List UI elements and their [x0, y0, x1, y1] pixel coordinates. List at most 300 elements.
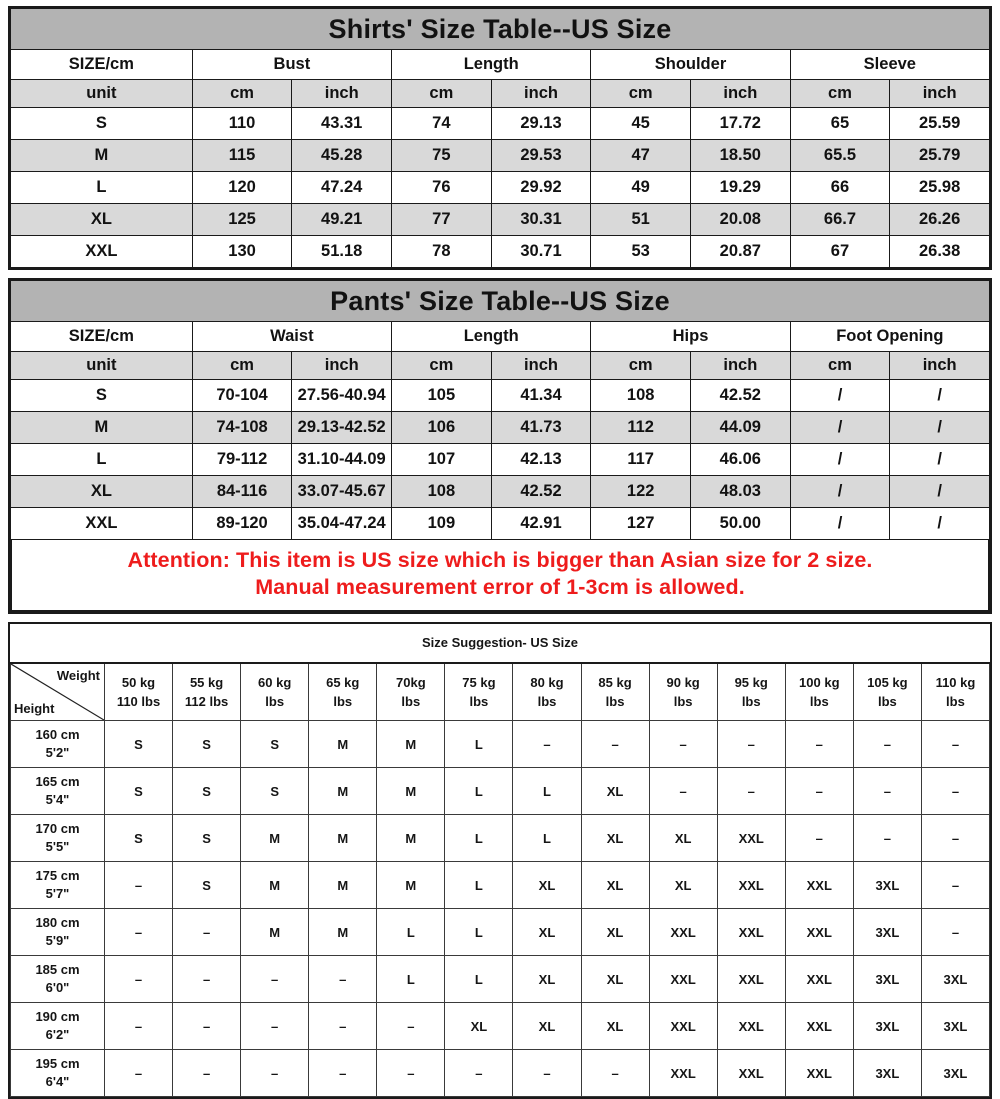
table-row [11, 236, 990, 268]
cell: 49 [591, 172, 691, 204]
weight-lbs: lbs [809, 694, 829, 709]
shirts-unit-sleeve-cm: cm [790, 80, 890, 108]
cell: 45.28 [292, 140, 392, 172]
cell: 17.72 [691, 108, 791, 140]
cell: 108 [591, 380, 691, 412]
cell: 18.50 [691, 140, 791, 172]
suggestion-cell: S [104, 721, 172, 768]
height-cm: 185 cm [35, 962, 80, 977]
cell: 115 [192, 140, 292, 172]
cell: 29.92 [491, 172, 591, 204]
cell: 42.91 [491, 508, 591, 540]
pants-header-hips: Hips [591, 322, 790, 352]
shirts-unit-bust-cm: cm [192, 80, 292, 108]
suggestion-cell: XL [513, 956, 581, 1003]
height-row-header [11, 1003, 105, 1050]
suggestion-cell: XXL [717, 862, 785, 909]
pants-header-size: SIZE/cm [11, 322, 193, 352]
cell: L [11, 172, 193, 204]
suggestion-cell: XXL [785, 1003, 853, 1050]
weight-kg: 90 kg [666, 675, 700, 690]
pants-unit-length-inch: inch [491, 352, 591, 380]
pants-unit-hips-inch: inch [691, 352, 791, 380]
suggestion-cell: – [581, 1050, 649, 1097]
cell: 117 [591, 444, 691, 476]
suggestion-cell: – [377, 1050, 445, 1097]
suggestion-cell: XXL [785, 956, 853, 1003]
cell: 76 [392, 172, 492, 204]
suggestion-cell: M [241, 909, 309, 956]
suggestion-cell: XL [581, 909, 649, 956]
cell: / [790, 412, 890, 444]
shirts-unit-label: unit [11, 80, 193, 108]
cell: 53 [591, 236, 691, 268]
cell: S [11, 380, 193, 412]
weight-lbs: lbs [877, 694, 897, 709]
suggestion-cell: XL [581, 815, 649, 862]
cell: 42.13 [491, 444, 591, 476]
table-row [11, 508, 990, 540]
suggestion-cell: XXL [649, 1050, 717, 1097]
suggestion-cell: – [445, 1050, 513, 1097]
weight-kg: 95 kg [734, 675, 768, 690]
shirts-title-row [11, 9, 990, 50]
cell: 127 [591, 508, 691, 540]
suggestion-cell: – [377, 1003, 445, 1050]
pants-unit-waist-inch: inch [292, 352, 392, 380]
weight-column-header [853, 663, 921, 721]
cell: XL [11, 476, 193, 508]
cell: 31.10-44.09 [292, 444, 392, 476]
shirts-unit-sleeve-inch: inch [890, 80, 990, 108]
cell: 25.79 [890, 140, 990, 172]
cell: M [11, 412, 193, 444]
suggestion-cell: – [104, 1050, 172, 1097]
suggestion-cell: M [377, 721, 445, 768]
cell: S [11, 108, 193, 140]
cell: 109 [392, 508, 492, 540]
height-ft: 6'0" [45, 980, 70, 995]
suggestion-cell: S [173, 862, 241, 909]
shirts-unit-length-inch: inch [491, 80, 591, 108]
height-row-header [11, 721, 105, 768]
suggestion-cell: XXL [717, 909, 785, 956]
corner-height-label: Height [14, 701, 55, 716]
suggestion-cell: M [309, 909, 377, 956]
weight-kg: 75 kg [462, 675, 496, 690]
height-row-header [11, 768, 105, 815]
shirts-unit-length-cm: cm [392, 80, 492, 108]
pants-unit-hips-cm: cm [591, 352, 691, 380]
suggestion-cell: XXL [785, 862, 853, 909]
suggestion-cell: – [173, 909, 241, 956]
suggestion-cell: L [513, 768, 581, 815]
suggestion-cell: XL [649, 815, 717, 862]
suggestion-cell: – [173, 956, 241, 1003]
suggestion-cell: XXL [717, 1003, 785, 1050]
suggestion-cell: – [853, 721, 921, 768]
height-ft: 6'2" [45, 1027, 70, 1042]
shirts-title: Shirts' Size Table--US Size [11, 9, 990, 50]
suggestion-cell: – [513, 1050, 581, 1097]
cell: 43.31 [292, 108, 392, 140]
weight-lbs: lbs [673, 694, 693, 709]
size-suggestion-table [8, 622, 992, 1099]
weight-kg: 65 kg [326, 675, 360, 690]
weight-column-header [445, 663, 513, 721]
cell: 44.09 [691, 412, 791, 444]
weight-lbs: 112 lbs [184, 694, 229, 709]
suggestion-cell: XL [513, 909, 581, 956]
cell: 25.98 [890, 172, 990, 204]
weight-column-header [581, 663, 649, 721]
cell: 29.13 [491, 108, 591, 140]
suggestion-cell: – [921, 862, 989, 909]
suggestion-cell: XL [445, 1003, 513, 1050]
cell: 108 [392, 476, 492, 508]
weight-lbs: 110 lbs [116, 694, 161, 709]
cell: 35.04-47.24 [292, 508, 392, 540]
suggestion-cell: 3XL [921, 1003, 989, 1050]
cell: 130 [192, 236, 292, 268]
suggestion-cell: L [445, 909, 513, 956]
suggestion-cell: – [785, 815, 853, 862]
shirts-size-table [8, 6, 992, 270]
weight-lbs: lbs [333, 694, 353, 709]
height-row-header [11, 1050, 105, 1097]
cell: L [11, 444, 193, 476]
suggestion-cell: – [649, 721, 717, 768]
cell: 19.29 [691, 172, 791, 204]
height-row-header [11, 862, 105, 909]
suggestion-cell: – [921, 721, 989, 768]
cell: / [790, 444, 890, 476]
suggestion-cell: – [104, 909, 172, 956]
pants-group-header-row [11, 322, 990, 352]
suggestion-cell: 3XL [921, 1050, 989, 1097]
suggestion-cell: S [173, 721, 241, 768]
cell: / [890, 380, 990, 412]
shirts-header-shoulder: Shoulder [591, 50, 790, 80]
suggestion-cell: L [377, 909, 445, 956]
shirts-header-bust: Bust [192, 50, 391, 80]
suggestion-row [11, 815, 990, 862]
attention-line-1: Attention: This item is US size which is bigger than Asian size for 2 size. [127, 548, 873, 572]
shirts-header-sleeve: Sleeve [790, 50, 989, 80]
weight-column-header [309, 663, 377, 721]
cell: 30.71 [491, 236, 591, 268]
cell: 26.38 [890, 236, 990, 268]
cell: / [890, 476, 990, 508]
weight-lbs: lbs [265, 694, 285, 709]
cell: / [890, 412, 990, 444]
cell: 66 [790, 172, 890, 204]
suggestion-cell: – [853, 815, 921, 862]
suggestion-cell: – [649, 768, 717, 815]
weight-lbs: lbs [401, 694, 421, 709]
cell: 65.5 [790, 140, 890, 172]
pants-unit-foot-inch: inch [890, 352, 990, 380]
cell: 42.52 [691, 380, 791, 412]
suggestion-cell: XL [513, 1003, 581, 1050]
height-ft: 5'7" [45, 886, 70, 901]
weight-column-header [717, 663, 785, 721]
shirts-unit-row [11, 80, 990, 108]
pants-header-length: Length [392, 322, 591, 352]
suggestion-cell: XXL [649, 909, 717, 956]
height-cm: 170 cm [35, 821, 80, 836]
pants-table [10, 280, 990, 540]
table-row [11, 140, 990, 172]
suggestion-cell: M [309, 721, 377, 768]
table-row [11, 380, 990, 412]
suggestion-header-row [11, 663, 990, 721]
weight-lbs: lbs [469, 694, 489, 709]
cell: XXL [11, 236, 193, 268]
suggestion-row [11, 862, 990, 909]
suggestion-cell: 3XL [853, 1050, 921, 1097]
suggestion-cell: XXL [785, 909, 853, 956]
cell: 42.52 [491, 476, 591, 508]
suggestion-title: Size Suggestion- US Size [11, 624, 990, 663]
cell: 27.56-40.94 [292, 380, 392, 412]
suggestion-cell: 3XL [921, 956, 989, 1003]
suggestion-cell: XXL [717, 815, 785, 862]
suggestion-cell: M [241, 815, 309, 862]
height-row-header [11, 956, 105, 1003]
suggestion-cell: 3XL [853, 862, 921, 909]
suggestion-row [11, 1003, 990, 1050]
cell: / [790, 508, 890, 540]
cell: 41.34 [491, 380, 591, 412]
cell: 51 [591, 204, 691, 236]
height-cm: 160 cm [35, 727, 80, 742]
table-row [11, 444, 990, 476]
height-row-header [11, 909, 105, 956]
suggestion-cell: XXL [649, 1003, 717, 1050]
cell: 49.21 [292, 204, 392, 236]
cell: 74 [392, 108, 492, 140]
suggestion-cell: XL [581, 956, 649, 1003]
cell: 78 [392, 236, 492, 268]
cell: 125 [192, 204, 292, 236]
suggestion-cell: 3XL [853, 1003, 921, 1050]
cell: / [790, 380, 890, 412]
suggestion-cell: – [853, 768, 921, 815]
cell: 120 [192, 172, 292, 204]
table-row [11, 476, 990, 508]
cell: 46.06 [691, 444, 791, 476]
suggestion-cell: L [445, 721, 513, 768]
pants-header-waist: Waist [192, 322, 391, 352]
height-cm: 195 cm [35, 1056, 80, 1071]
height-cm: 175 cm [35, 868, 80, 883]
cell: 48.03 [691, 476, 791, 508]
pants-header-foot-opening: Foot Opening [790, 322, 989, 352]
suggestion-cell: XL [513, 862, 581, 909]
suggestion-cell: – [309, 1050, 377, 1097]
cell: 50.00 [691, 508, 791, 540]
cell: 29.53 [491, 140, 591, 172]
weight-kg: 50 kg [121, 675, 156, 690]
cell: / [790, 476, 890, 508]
suggestion-cell: XXL [649, 956, 717, 1003]
suggestion-title-row [11, 624, 990, 663]
table-row [11, 204, 990, 236]
shirts-header-length: Length [392, 50, 591, 80]
suggestion-cell: XL [649, 862, 717, 909]
height-ft: 5'2" [45, 745, 70, 760]
suggestion-cell: – [785, 721, 853, 768]
cell: 122 [591, 476, 691, 508]
weight-column-header [173, 663, 241, 721]
pants-size-table [8, 278, 992, 614]
weight-lbs: lbs [537, 694, 557, 709]
height-cm: 165 cm [35, 774, 80, 789]
corner-weight-label: Weight [56, 668, 100, 683]
weight-kg: 100 kg [799, 675, 840, 690]
height-ft: 5'9" [45, 933, 70, 948]
suggestion-cell: L [513, 815, 581, 862]
suggestion-cell: L [445, 768, 513, 815]
suggestion-cell: M [377, 862, 445, 909]
weight-column-header [241, 663, 309, 721]
cell: 67 [790, 236, 890, 268]
cell: 89-120 [192, 508, 292, 540]
cell: 45 [591, 108, 691, 140]
attention-note [10, 540, 990, 612]
pants-unit-foot-cm: cm [790, 352, 890, 380]
suggestion-cell: – [717, 768, 785, 815]
weight-column-header [649, 663, 717, 721]
weight-kg: 60 kg [258, 675, 292, 690]
cell: / [890, 508, 990, 540]
suggestion-cell: L [377, 956, 445, 1003]
suggestion-cell: M [241, 862, 309, 909]
suggestion-cell: – [173, 1050, 241, 1097]
cell: 25.59 [890, 108, 990, 140]
weight-column-header [377, 663, 445, 721]
table-row [11, 412, 990, 444]
pants-unit-length-cm: cm [392, 352, 492, 380]
suggestion-row [11, 721, 990, 768]
pants-title: Pants' Size Table--US Size [11, 281, 990, 322]
suggestion-row [11, 768, 990, 815]
shirts-unit-shoulder-inch: inch [691, 80, 791, 108]
cell: 41.73 [491, 412, 591, 444]
suggestion-cell: – [104, 862, 172, 909]
cell: 107 [392, 444, 492, 476]
suggestion-cell: L [445, 862, 513, 909]
cell: 30.31 [491, 204, 591, 236]
shirts-group-header-row [11, 50, 990, 80]
cell: 20.08 [691, 204, 791, 236]
height-ft: 5'5" [45, 839, 70, 854]
cell: 79-112 [192, 444, 292, 476]
table-row [11, 172, 990, 204]
suggestion-cell: – [717, 721, 785, 768]
weight-kg: 85 kg [598, 675, 632, 690]
suggestion-cell: – [513, 721, 581, 768]
pants-unit-row [11, 352, 990, 380]
shirts-unit-shoulder-cm: cm [591, 80, 691, 108]
suggestion-grid [10, 624, 990, 1097]
weight-height-corner-cell [11, 663, 105, 721]
suggestion-cell: L [445, 956, 513, 1003]
suggestion-cell: – [104, 1003, 172, 1050]
suggestion-cell: – [921, 815, 989, 862]
height-cm: 190 cm [35, 1009, 80, 1024]
weight-kg: 55 kg [189, 675, 224, 690]
suggestion-cell: – [581, 721, 649, 768]
cell: 74-108 [192, 412, 292, 444]
cell: 47 [591, 140, 691, 172]
suggestion-cell: – [785, 768, 853, 815]
cell: 51.18 [292, 236, 392, 268]
cell: 65 [790, 108, 890, 140]
attention-line-2: Manual measurement error of 1-3cm is allowed. [255, 575, 745, 599]
cell: 47.24 [292, 172, 392, 204]
shirts-table [10, 8, 990, 268]
suggestion-cell: XXL [717, 956, 785, 1003]
cell: 112 [591, 412, 691, 444]
suggestion-cell: M [377, 815, 445, 862]
weight-column-header [513, 663, 581, 721]
suggestion-cell: – [921, 909, 989, 956]
suggestion-cell: – [309, 956, 377, 1003]
pants-unit-label: unit [11, 352, 193, 380]
suggestion-cell: M [309, 768, 377, 815]
cell: 33.07-45.67 [292, 476, 392, 508]
cell: 84-116 [192, 476, 292, 508]
suggestion-row [11, 956, 990, 1003]
suggestion-cell: 3XL [853, 956, 921, 1003]
suggestion-cell: M [309, 815, 377, 862]
cell: 20.87 [691, 236, 791, 268]
weight-lbs: lbs [605, 694, 625, 709]
table-row [11, 108, 990, 140]
suggestion-cell: S [173, 815, 241, 862]
suggestion-cell: – [173, 1003, 241, 1050]
cell: 26.26 [890, 204, 990, 236]
weight-column-header [785, 663, 853, 721]
pants-unit-waist-cm: cm [192, 352, 292, 380]
height-ft: 6'4" [45, 1074, 70, 1089]
cell: 105 [392, 380, 492, 412]
height-row-header [11, 815, 105, 862]
cell: 66.7 [790, 204, 890, 236]
cell: 77 [392, 204, 492, 236]
cell: 106 [392, 412, 492, 444]
weight-kg: 110 kg [935, 675, 976, 690]
weight-lbs: lbs [946, 694, 965, 709]
shirts-header-size: SIZE/cm [11, 50, 193, 80]
suggestion-cell: XL [581, 768, 649, 815]
weight-column-header [921, 663, 989, 721]
suggestion-cell: S [104, 768, 172, 815]
suggestion-cell: XL [581, 862, 649, 909]
suggestion-cell: XXL [785, 1050, 853, 1097]
weight-lbs: lbs [741, 694, 761, 709]
suggestion-cell: S [104, 815, 172, 862]
weight-kg: 80 kg [530, 675, 564, 690]
shirts-unit-bust-inch: inch [292, 80, 392, 108]
suggestion-cell: 3XL [853, 909, 921, 956]
suggestion-cell: XXL [717, 1050, 785, 1097]
weight-kg: 105 kg [867, 675, 908, 690]
suggestion-cell: – [241, 1003, 309, 1050]
pants-title-row [11, 281, 990, 322]
